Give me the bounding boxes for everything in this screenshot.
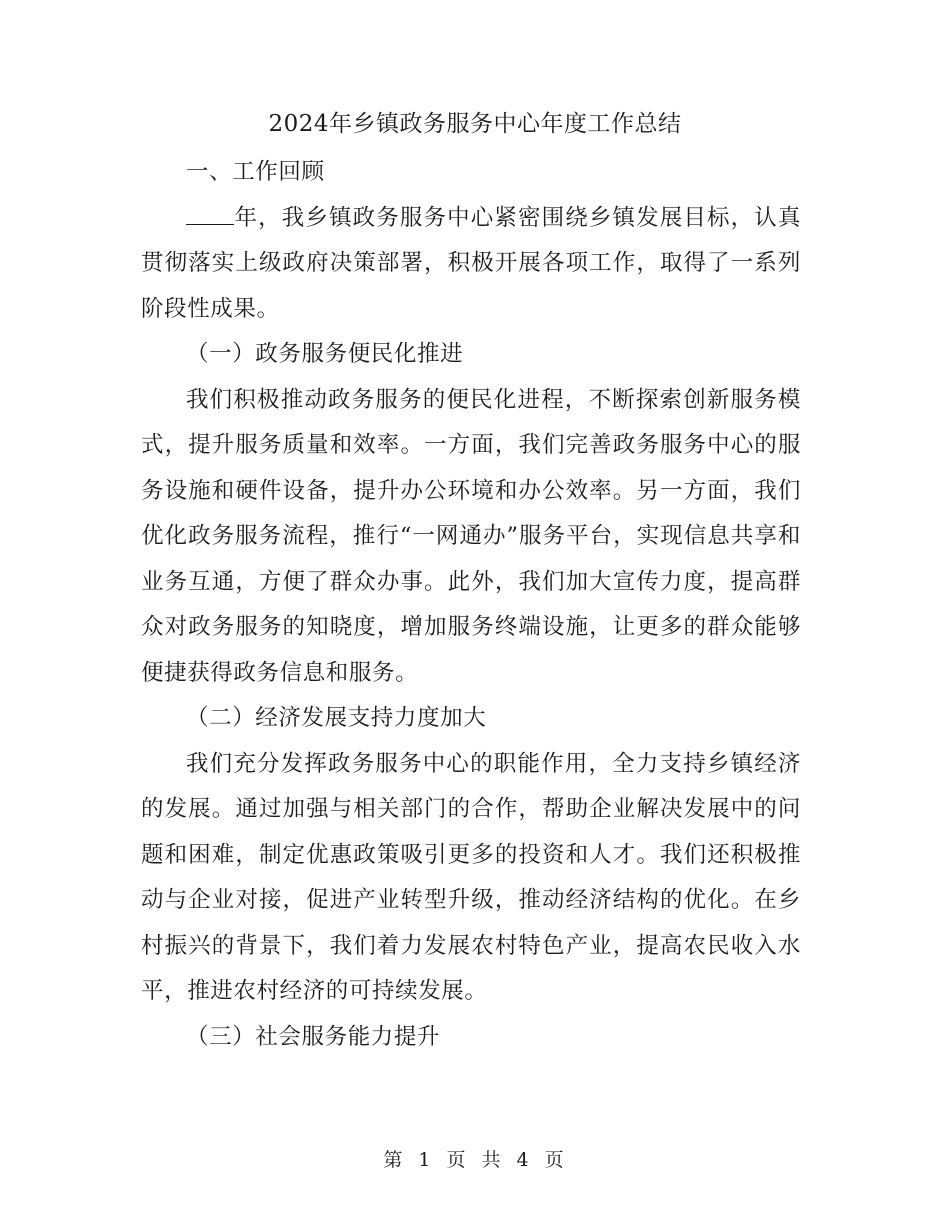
subsection-heading-convenience: （一）政务服务便民化推进 xyxy=(186,341,464,367)
page-number-footer: 第 1 页 共 4 页 xyxy=(383,1149,567,1171)
year-blank-line xyxy=(186,202,234,225)
document-body xyxy=(141,150,801,1060)
subsection-paragraph-economy: 我们充分发挥政务服务中心的职能作用，全力支持乡镇经济的发展。通过加强与相关部门的合作，帮助企业解决发展中的问题和困难，制定优惠政策吸引更多的投资和人才。我们还积极推动与企业对接，促进产业转型升级，推动经济结构的优化。在乡村振兴的背景下，我们着力发展农村特色产业，提高农民收入水平，推进农村经济的可持续发展。 xyxy=(141,750,801,1004)
subsection-paragraph-convenience: 我们积极推动政务服务的便民化进程，不断探索创新服务模式，提升服务质量和效率。一方面，我们完善政务服务中心的服务设施和硬件设备，提升办公环境和办公效率。另一方面，我们优化政务服务流程，推行“一网通办”服务平台，实现信息共享和业务互通，方便了群众办事。此外，我们加大宣传力度，提高群众对政务服务的知晓度，增加服务终端设施，让更多的群众能够便捷获得政务信息和服务。 xyxy=(141,386,801,686)
document-title: 2024年乡镇政务服务中心年度工作总结 xyxy=(268,111,682,137)
subsection-heading-social-service: （三）社会服务能力提升 xyxy=(186,1023,441,1050)
section-heading-work-review: 一、工作回顾 xyxy=(186,159,325,185)
intro-paragraph xyxy=(141,196,801,333)
intro-paragraph-text: 年，我乡镇政务服务中心紧密围绕乡镇发展目标，认真贯彻落实上级政府决策部署，积极开展各项工作，取得了一系列阶段性成果。 xyxy=(141,204,801,322)
subsection-heading-economy: （二）经济发展支持力度加大 xyxy=(186,705,487,731)
